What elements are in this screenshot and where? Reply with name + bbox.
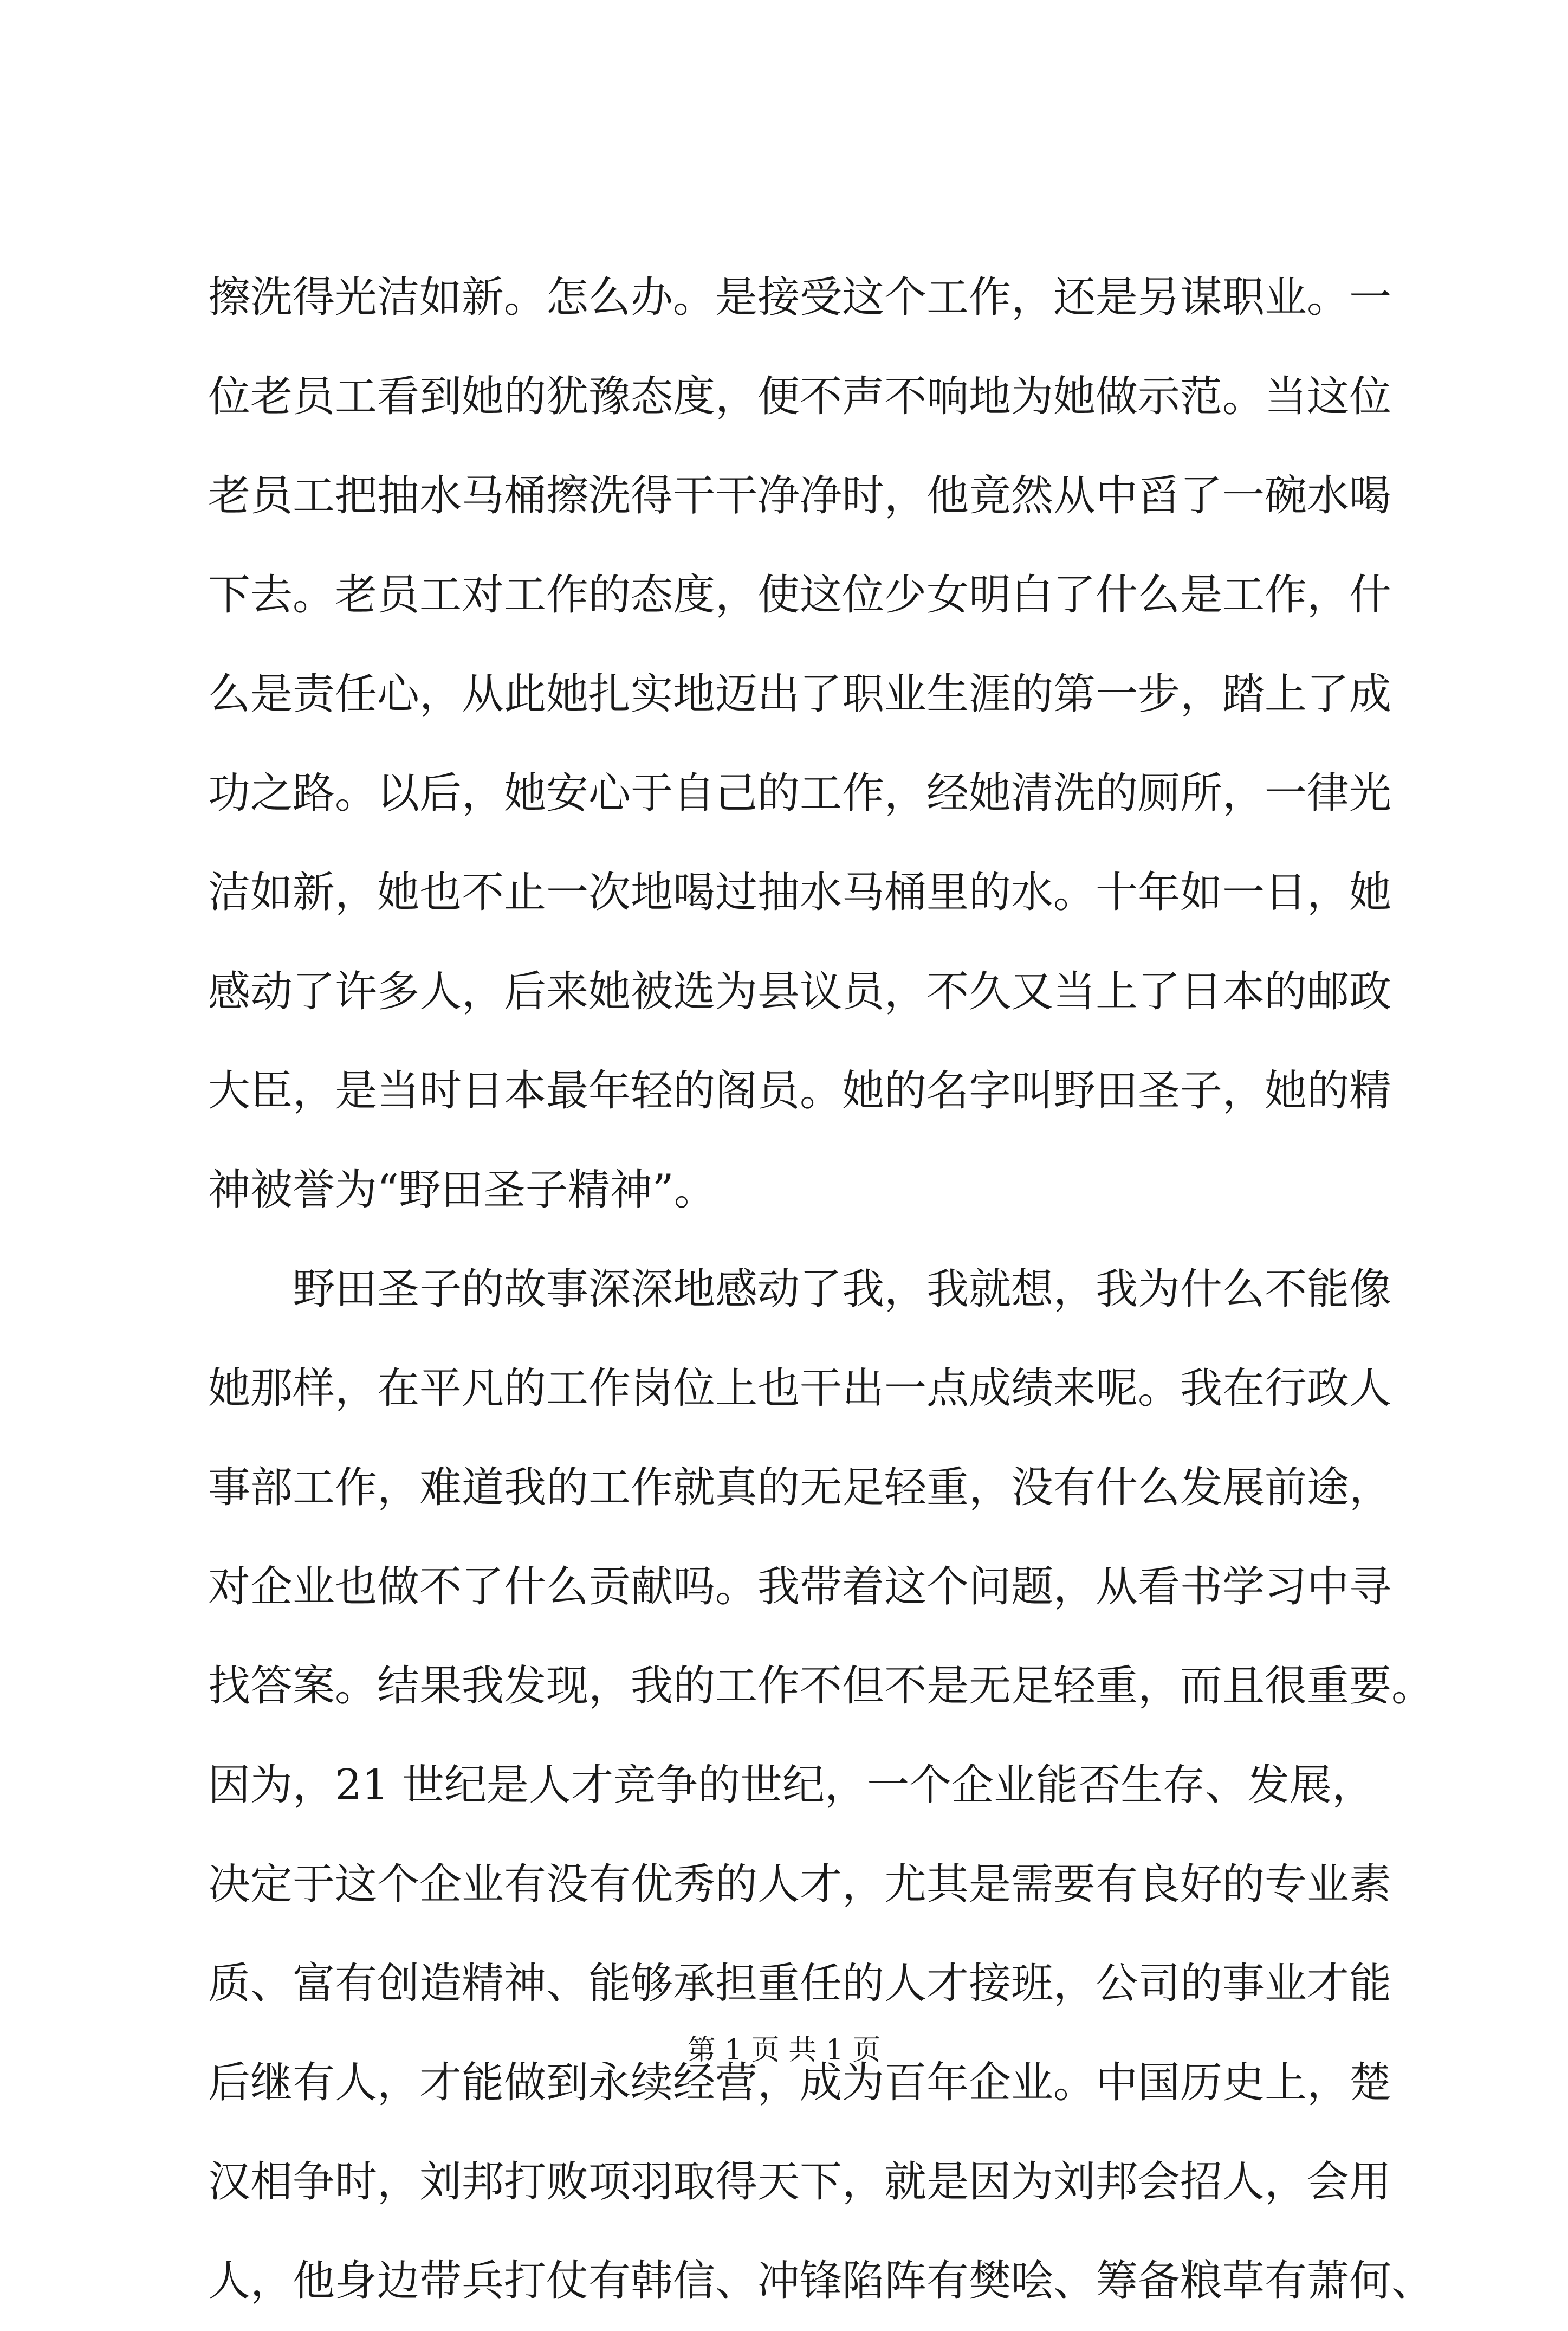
text-line: 对企业也做不了什么贡献吗。我带着这个问题，从看书学习中寻 [208, 1562, 1392, 1611]
text-line: 质、富有创造精神、能够承担重任的人才接班，公司的事业才能 [208, 1959, 1392, 2008]
text-line: 洁如新，她也不止一次地喝过抽水马桶里的水。十年如一日，她 [208, 868, 1392, 917]
text-line: 感动了许多人，后来她被选为县议员，不久又当上了日本的邮政 [208, 967, 1392, 1016]
text-line: 决定于这个企业有没有优秀的人才，尤其是需要有良好的专业素 [208, 1860, 1392, 1909]
text-line: 老员工把抽水马桶擦洗得干干净净时，他竟然从中舀了一碗水喝 [208, 472, 1392, 520]
text-line: 后继有人，才能做到永续经营，成为百年企业。中国历史上，楚 [208, 2058, 1392, 2107]
text-line: 野田圣子的故事深深地感动了我，我就想，我为什么不能像 [293, 1265, 1392, 1314]
text-line: 下去。老员工对工作的态度，使这位少女明白了什么是工作，什 [208, 571, 1392, 619]
text-line: 神被誉为“野田圣子精神”。 [208, 1166, 716, 1215]
text-line: 事部工作，难道我的工作就真的无足轻重，没有什么发展前途， [208, 1463, 1392, 1512]
text-line: 大臣，是当时日本最年轻的阁员。她的名字叫野田圣子，她的精 [208, 1067, 1392, 1115]
text-line: 功之路。以后，她安心于自己的工作，经她清洗的厕所，一律光 [208, 769, 1392, 818]
text-line: 她那样，在平凡的工作岗位上也干出一点成绩来呢。我在行政人 [208, 1364, 1392, 1413]
text-line: 么是责任心，从此她扎实地迈出了职业生涯的第一步，踏上了成 [208, 670, 1392, 719]
text-line: 找答案。结果我发现，我的工作不但不是无足轻重，而且很重要。 [208, 1662, 1434, 1710]
text-line: 擦洗得光洁如新。怎么办。是接受这个工作，还是另谋职业。一 [208, 273, 1392, 322]
text-line: 汉相争时，刘邦打败项羽取得天下，就是因为刘邦会招人，会用 [208, 2158, 1392, 2206]
text-line: 因为，21 世纪是人才竞争的世纪，一个企业能否生存、发展， [208, 1761, 1375, 1810]
text-line: 位老员工看到她的犹豫态度，便不声不响地为她做示范。当这位 [208, 372, 1392, 421]
body-text [208, 248, 1434, 2331]
page-footer: 第 1 页 共 1 页 [687, 2034, 881, 2067]
text-line: 人，他身边带兵打仗有韩信、冲锋陷阵有樊哙、筹备粮草有萧何、 [208, 2257, 1434, 2306]
